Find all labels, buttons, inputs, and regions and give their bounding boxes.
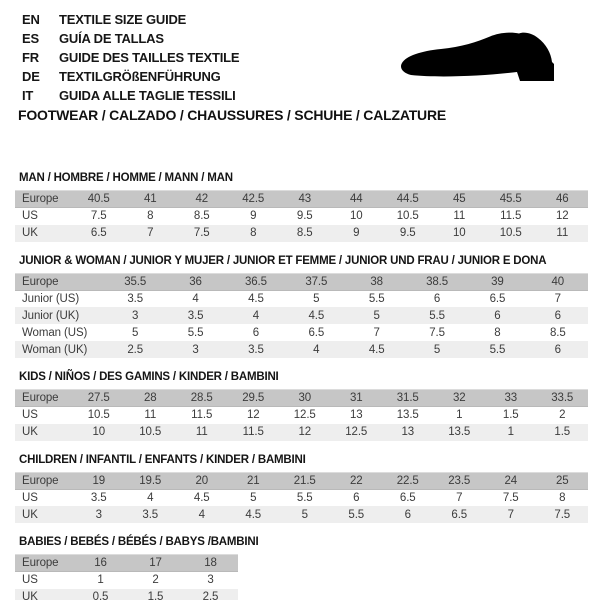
size-value: 7.5 [485, 489, 537, 506]
size-value: 6 [407, 290, 467, 307]
size-value: 5.5 [467, 341, 527, 358]
size-value: 17 [128, 555, 183, 572]
row-label: US [15, 407, 73, 424]
section-title: JUNIOR & WOMAN / JUNIOR Y MUJER / JUNIOR ET FEMME / JUNIOR UND FRAU / JUNIOR E DONA [19, 254, 547, 267]
table-row [15, 424, 588, 441]
size-section [15, 172, 588, 242]
size-section [15, 255, 588, 359]
table-row [15, 555, 238, 572]
size-value: 9 [331, 225, 383, 242]
language-row [22, 10, 239, 29]
table-row [15, 589, 238, 600]
size-value: 22 [331, 472, 383, 489]
size-value: 8 [467, 324, 527, 341]
size-value: 5.5 [279, 489, 331, 506]
size-value: 31.5 [382, 390, 434, 407]
row-label: Woman (UK) [15, 341, 105, 358]
size-value: 3.5 [105, 290, 165, 307]
language-list [22, 10, 239, 105]
row-label: UK [15, 424, 73, 441]
size-value: 10.5 [73, 407, 125, 424]
size-value: 10 [331, 208, 383, 225]
size-value: 30 [279, 390, 331, 407]
table-row [15, 506, 588, 523]
size-value: 7 [528, 290, 588, 307]
size-value: 10.5 [485, 225, 537, 242]
size-value: 3 [105, 307, 165, 324]
size-value: 44.5 [382, 191, 434, 208]
size-value: 1.5 [485, 407, 537, 424]
size-value: 10.5 [125, 424, 177, 441]
size-value: 8.5 [279, 225, 331, 242]
size-value: 22.5 [382, 472, 434, 489]
size-value: 42 [176, 191, 228, 208]
size-value: 9.5 [382, 225, 434, 242]
size-value: 4.5 [226, 290, 286, 307]
language-row [22, 67, 239, 86]
table-row [15, 290, 588, 307]
size-value: 4 [286, 341, 346, 358]
size-value: 7 [434, 489, 486, 506]
row-label: Woman (US) [15, 324, 105, 341]
size-value: 6 [226, 324, 286, 341]
size-value: 40.5 [73, 191, 125, 208]
row-label: US [15, 572, 73, 589]
language-label: TEXTILGRÖßENFÜHRUNG [59, 69, 221, 84]
size-value: 11.5 [176, 407, 228, 424]
size-value: 11 [176, 424, 228, 441]
size-value: 41 [125, 191, 177, 208]
language-label: GUIDA ALLE TAGLIE TESSILI [59, 88, 236, 103]
size-value: 6.5 [467, 290, 527, 307]
size-value: 1 [73, 572, 128, 589]
table-row [15, 407, 588, 424]
size-value: 21 [228, 472, 280, 489]
size-section [15, 371, 588, 441]
row-label: UK [15, 589, 73, 600]
size-value: 2 [128, 572, 183, 589]
size-value: 21.5 [279, 472, 331, 489]
size-value: 31 [331, 390, 383, 407]
size-value: 8.5 [176, 208, 228, 225]
table-row [15, 208, 588, 225]
size-value: 2.5 [105, 341, 165, 358]
size-value: 8.5 [528, 324, 588, 341]
size-value: 11.5 [485, 208, 537, 225]
size-value: 6.5 [434, 506, 486, 523]
size-value: 12 [537, 208, 589, 225]
size-value: 35.5 [105, 273, 165, 290]
size-value: 18 [183, 555, 238, 572]
language-code: EN [22, 12, 40, 27]
size-value: 12 [279, 424, 331, 441]
row-label: Junior (UK) [15, 307, 105, 324]
size-value: 5 [228, 489, 280, 506]
size-value: 40 [528, 273, 588, 290]
language-code: IT [22, 88, 34, 103]
size-value: 1.5 [537, 424, 589, 441]
size-value: 12.5 [279, 407, 331, 424]
section-title: CHILDREN / INFANTIL / ENFANTS / KINDER / BAMBINI [19, 453, 306, 466]
size-value: 28 [125, 390, 177, 407]
size-value: 45 [434, 191, 486, 208]
size-value: 9.5 [279, 208, 331, 225]
size-value: 7 [125, 225, 177, 242]
size-value: 38.5 [407, 273, 467, 290]
size-value: 12.5 [331, 424, 383, 441]
row-label: Junior (US) [15, 290, 105, 307]
row-label: Europe [15, 555, 73, 572]
size-value: 5 [286, 290, 346, 307]
size-value: 25 [537, 472, 589, 489]
row-label: Europe [15, 273, 105, 290]
language-code: DE [22, 69, 40, 84]
size-value: 3.5 [73, 489, 125, 506]
size-value: 37.5 [286, 273, 346, 290]
section-title: KIDS / NIÑOS / DES GAMINS / KINDER / BAMBINI [19, 371, 279, 383]
size-value: 6 [331, 489, 383, 506]
size-value: 16 [73, 555, 128, 572]
size-value: 45.5 [485, 191, 537, 208]
size-value: 5 [407, 341, 467, 358]
size-value: 13 [331, 407, 383, 424]
row-label: US [15, 489, 73, 506]
table-row [15, 489, 588, 506]
table-row [15, 390, 588, 407]
size-value: 6 [528, 341, 588, 358]
size-value: 44 [331, 191, 383, 208]
row-label: Europe [15, 191, 73, 208]
size-value: 2.5 [183, 589, 238, 600]
size-value: 3.5 [165, 307, 225, 324]
category-line: FOOTWEAR / CALZADO / CHAUSSURES / SCHUHE / CALZATURE [18, 107, 447, 123]
size-value: 7.5 [176, 225, 228, 242]
size-value: 39 [467, 273, 527, 290]
size-value: 4.5 [347, 341, 407, 358]
size-value: 42.5 [228, 191, 280, 208]
size-value: 8 [125, 208, 177, 225]
size-value: 20 [176, 472, 228, 489]
row-label: UK [15, 225, 73, 242]
size-value: 19.5 [125, 472, 177, 489]
size-value: 19 [73, 472, 125, 489]
size-value: 33.5 [537, 390, 589, 407]
size-value: 5 [347, 307, 407, 324]
size-value: 7.5 [407, 324, 467, 341]
size-value: 24 [485, 472, 537, 489]
table-row [15, 191, 588, 208]
size-value: 38 [347, 273, 407, 290]
size-value: 43 [279, 191, 331, 208]
size-value: 10 [434, 225, 486, 242]
size-value: 8 [537, 489, 589, 506]
table-row [15, 273, 588, 290]
size-value: 6.5 [286, 324, 346, 341]
size-section [15, 454, 588, 524]
row-label: Europe [15, 390, 73, 407]
size-value: 4.5 [286, 307, 346, 324]
language-label: TEXTILE SIZE GUIDE [59, 12, 187, 27]
size-value: 36.5 [226, 273, 286, 290]
size-table [15, 472, 588, 524]
size-value: 6 [382, 506, 434, 523]
size-value: 4 [226, 307, 286, 324]
size-value: 1 [485, 424, 537, 441]
size-value: 6 [467, 307, 527, 324]
size-value: 23.5 [434, 472, 486, 489]
size-value: 2 [537, 407, 589, 424]
size-value: 32 [434, 390, 486, 407]
size-value: 11 [125, 407, 177, 424]
size-value: 3 [183, 572, 238, 589]
size-value: 13.5 [434, 424, 486, 441]
size-value: 7 [485, 506, 537, 523]
language-row [22, 48, 239, 67]
size-value: 3.5 [226, 341, 286, 358]
table-row [15, 572, 238, 589]
size-value: 10 [73, 424, 125, 441]
size-value: 6 [528, 307, 588, 324]
size-value: 11 [537, 225, 589, 242]
size-value: 4.5 [228, 506, 280, 523]
size-value: 4 [176, 506, 228, 523]
language-code: FR [22, 50, 39, 65]
size-value: 8 [228, 225, 280, 242]
language-label: GUÍA DE TALLAS [59, 31, 164, 46]
size-value: 1 [434, 407, 486, 424]
size-value: 46 [537, 191, 589, 208]
table-row [15, 341, 588, 358]
size-value: 4 [165, 290, 225, 307]
size-value: 5.5 [331, 506, 383, 523]
size-value: 33 [485, 390, 537, 407]
size-value: 11 [434, 208, 486, 225]
size-table [15, 190, 588, 242]
dress-shoe-icon [398, 31, 576, 95]
size-value: 27.5 [73, 390, 125, 407]
row-label: US [15, 208, 73, 225]
size-table [15, 389, 588, 441]
size-value: 0.5 [73, 589, 128, 600]
size-value: 5.5 [407, 307, 467, 324]
size-value: 4 [125, 489, 177, 506]
size-value: 11.5 [228, 424, 280, 441]
table-row [15, 472, 588, 489]
row-label: Europe [15, 472, 73, 489]
table-row [15, 307, 588, 324]
size-value: 9 [228, 208, 280, 225]
table-row [15, 225, 588, 242]
language-label: GUIDE DES TAILLES TEXTILE [59, 50, 240, 65]
size-value: 3.5 [125, 506, 177, 523]
size-tables-area [15, 172, 588, 600]
language-code: ES [22, 31, 39, 46]
size-section [15, 536, 588, 600]
size-value: 6.5 [73, 225, 125, 242]
language-row [22, 29, 239, 48]
size-value: 1.5 [128, 589, 183, 600]
section-title: MAN / HOMBRE / HOMME / MANN / MAN [19, 172, 233, 184]
table-row [15, 324, 588, 341]
size-value: 5.5 [347, 290, 407, 307]
size-value: 12 [228, 407, 280, 424]
size-value: 28.5 [176, 390, 228, 407]
size-value: 5.5 [165, 324, 225, 341]
size-value: 7 [347, 324, 407, 341]
row-label: UK [15, 506, 73, 523]
size-value: 3 [73, 506, 125, 523]
size-value: 13 [382, 424, 434, 441]
size-value: 5 [105, 324, 165, 341]
size-value: 6.5 [382, 489, 434, 506]
size-value: 7.5 [537, 506, 589, 523]
size-value: 3 [165, 341, 225, 358]
size-value: 13.5 [382, 407, 434, 424]
size-value: 7.5 [73, 208, 125, 225]
size-value: 36 [165, 273, 225, 290]
size-value: 4.5 [176, 489, 228, 506]
section-title: BABIES / BEBÉS / BÉBÉS / BABYS /BAMBINI [19, 536, 259, 548]
size-value: 10.5 [382, 208, 434, 225]
size-table [15, 554, 238, 600]
size-value: 5 [279, 506, 331, 523]
language-row [22, 86, 239, 105]
size-value: 29.5 [228, 390, 280, 407]
size-table [15, 273, 588, 359]
